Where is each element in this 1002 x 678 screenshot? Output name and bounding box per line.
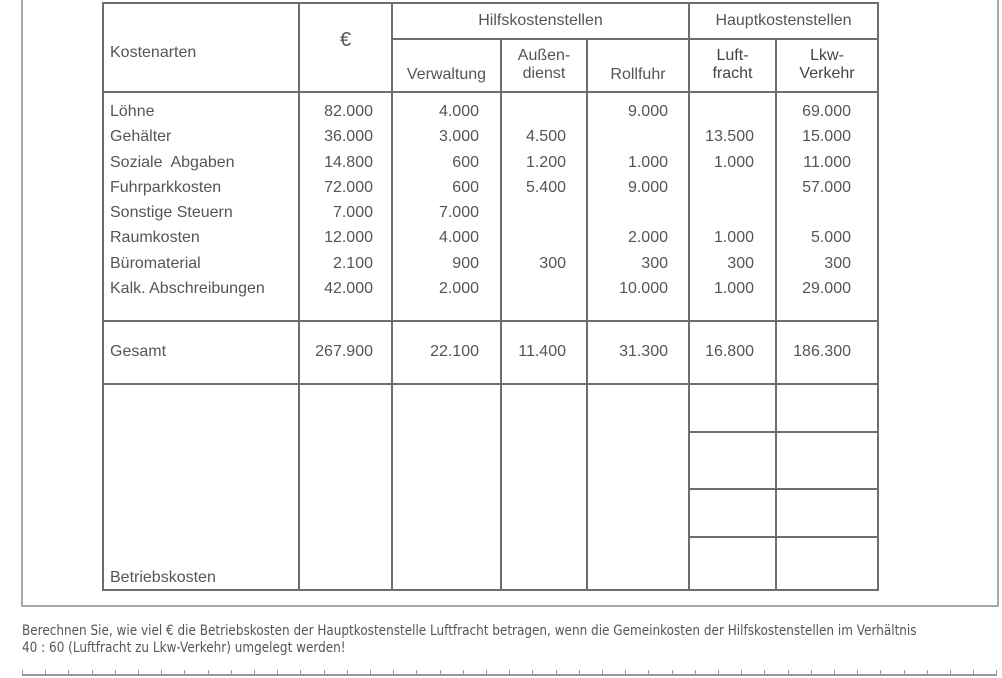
cell-aussendienst: 5.400 (525, 178, 566, 196)
total-lkw: 186.300 (793, 343, 851, 360)
answer-cell-luftfracht-4[interactable] (690, 538, 775, 589)
cell-rollfuhr: 10.000 (619, 280, 668, 298)
cell-rollfuhr: 9.000 (627, 103, 668, 120)
header-verwaltung: Verwaltung (406, 66, 487, 83)
cell-luftfracht (690, 99, 754, 124)
cell-rollfuhr: 2.000 (627, 229, 668, 247)
column-euro (300, 99, 373, 301)
header-lkw-line2: Verkehr (799, 65, 855, 82)
answer-cell-luftfracht-1[interactable] (690, 385, 775, 431)
grid-tick (973, 670, 974, 676)
grid-tick (486, 670, 487, 676)
grid-tick (764, 670, 765, 676)
grid-tick (22, 670, 23, 676)
cell-euro: 42.000 (324, 280, 373, 298)
cell-lkw: 11.000 (803, 153, 851, 171)
row-label: Sonstige Steuern (110, 204, 233, 222)
table-border-top (102, 2, 878, 4)
grid-tick (208, 670, 209, 676)
grid-tick (92, 670, 93, 676)
cell-verwaltung: 2.000 (438, 280, 479, 298)
grid-tick (347, 670, 348, 676)
grid-tick (416, 670, 417, 676)
betriebskosten-label: Betriebskosten (110, 569, 216, 586)
cell-rollfuhr: 300 (641, 254, 668, 272)
column-aussendienst (502, 99, 566, 301)
row-label: Fuhrparkkosten (110, 178, 222, 196)
row-label: Raumkosten (110, 229, 200, 247)
cell-verwaltung: 4.000 (438, 103, 479, 120)
cell-rollfuhr: 1.000 (627, 153, 668, 171)
grid-tick (788, 670, 789, 676)
row-label: Löhne (110, 103, 155, 120)
cell-lkw: 29.000 (802, 280, 851, 298)
header-lkw-line1: Lkw- (810, 47, 844, 64)
cell-rollfuhr (588, 124, 668, 149)
grid-tick (834, 670, 835, 676)
header-aussendienst-line2: dienst (522, 65, 566, 82)
cell-euro: 7.000 (332, 204, 373, 222)
cell-euro: 2.100 (332, 254, 373, 272)
table-border-left (102, 2, 104, 591)
cell-verwaltung: 900 (452, 254, 479, 272)
column-kostenarten (110, 99, 265, 301)
cell-aussendienst (502, 276, 566, 301)
cell-luftfracht: 13.500 (705, 128, 754, 146)
grid-tick (695, 670, 696, 676)
grid-tick (718, 670, 719, 676)
grid-tick (300, 670, 301, 676)
grid-tick (161, 670, 162, 676)
grid-tick (741, 670, 742, 676)
cell-lkw: 300 (824, 254, 851, 272)
question-line-2: 40 : 60 (Luftfracht zu Lkw-Verkehr) umgelegt werden! (22, 640, 346, 656)
row-label: Gehälter (110, 128, 172, 146)
header-luftfracht-line1: Luft- (716, 47, 749, 64)
grid-tick (648, 670, 649, 676)
grid-tick (880, 670, 881, 676)
cell-verwaltung: 600 (452, 153, 479, 171)
column-luftfracht (690, 99, 754, 301)
cell-luftfracht: 1.000 (713, 229, 754, 247)
cell-lkw: 5.000 (810, 229, 851, 247)
grid-tick (556, 670, 557, 676)
row-label: Soziale Abgaben (110, 153, 235, 171)
row-label: Büromaterial (110, 254, 201, 272)
cell-rollfuhr (588, 200, 668, 225)
grid-tick (231, 670, 232, 676)
total-row-top-divider (102, 320, 878, 322)
cell-lkw: 15.000 (802, 128, 851, 146)
total-verwaltung: 22.100 (430, 343, 479, 360)
cell-verwaltung: 7.000 (438, 204, 479, 222)
grid-tick (184, 670, 185, 676)
grid-tick (509, 670, 510, 676)
total-aussendienst: 11.400 (518, 343, 566, 360)
cell-aussendienst: 4.500 (525, 128, 566, 146)
cell-lkw (777, 200, 851, 225)
table-border-bottom (102, 589, 878, 591)
header-rollfuhr: Rollfuhr (610, 66, 666, 83)
cell-euro: 12.000 (324, 229, 373, 247)
cell-rollfuhr: 9.000 (627, 178, 668, 196)
cell-luftfracht: 1.000 (713, 153, 754, 171)
group-header-divider (391, 38, 878, 40)
grid-tick (950, 670, 951, 676)
cell-euro: 14.800 (324, 153, 373, 171)
question-line-1: Berechnen Sie, wie viel € die Betriebskosten der Hauptkostenstelle Luftfracht betragen, wenn die Gemeinkosten der Hilfskostenstellen im Verhältnis (22, 623, 917, 639)
grid-tick (927, 670, 928, 676)
answer-cell-lkw-3[interactable] (777, 490, 877, 536)
grid-tick (463, 670, 464, 676)
cell-aussendienst (502, 99, 566, 124)
grid-tick (45, 670, 46, 676)
grid-tick (532, 670, 533, 676)
answer-cell-lkw-2[interactable] (777, 433, 877, 488)
grid-tick (996, 670, 997, 676)
cell-euro: 72.000 (324, 178, 373, 196)
grid-tick (393, 670, 394, 676)
total-label: Gesamt (110, 343, 167, 360)
cell-aussendienst (502, 225, 566, 250)
cell-luftfracht: 300 (727, 254, 754, 272)
grid-tick (138, 670, 139, 676)
column-lkw-verkehr (777, 99, 851, 301)
answer-cell-lkw-1[interactable] (777, 385, 877, 431)
header-kostenarten: Kostenarten (110, 44, 197, 61)
grid-tick (68, 670, 69, 676)
cell-euro: 36.000 (324, 128, 373, 146)
cell-verwaltung: 4.000 (438, 229, 479, 247)
column-verwaltung (393, 99, 479, 301)
grid-tick (579, 670, 580, 676)
cell-aussendienst: 1.200 (525, 153, 566, 171)
row-label: Kalk. Abschreibungen (110, 280, 265, 298)
cell-lkw: 69.000 (802, 103, 851, 120)
grid-tick (811, 670, 812, 676)
cell-luftfracht (690, 200, 754, 225)
cell-luftfracht: 1.000 (713, 280, 754, 298)
grid-tick (672, 670, 673, 676)
grid-tick (904, 670, 905, 676)
total-rollfuhr: 31.300 (619, 343, 668, 360)
cell-verwaltung: 3.000 (438, 128, 479, 146)
answer-cell-luftfracht-2[interactable] (690, 433, 775, 488)
cell-lkw: 57.000 (802, 178, 851, 196)
grid-tick (370, 670, 371, 676)
grid-tick (254, 670, 255, 676)
grid-tick (324, 670, 325, 676)
grid-tick (602, 670, 603, 676)
header-hauptkostenstellen: Hauptkostenstellen (715, 12, 852, 29)
header-luftfracht-line2: fracht (712, 65, 753, 82)
cell-euro: 82.000 (324, 103, 373, 120)
grid-tick (115, 670, 116, 676)
answer-cell-luftfracht-3[interactable] (690, 490, 775, 536)
answer-cell-lkw-4[interactable] (777, 538, 877, 589)
grid-tick (277, 670, 278, 676)
grid-tick (625, 670, 626, 676)
total-euro: 267.900 (315, 343, 373, 360)
cell-aussendienst (502, 200, 566, 225)
exercise-question (22, 623, 994, 657)
grid-tick (440, 670, 441, 676)
table-border-right (877, 2, 879, 591)
header-hilfskostenstellen: Hilfskostenstellen (478, 12, 603, 29)
total-luftfracht: 16.800 (705, 343, 754, 360)
header-bottom-divider (102, 91, 878, 93)
cell-aussendienst: 300 (539, 254, 566, 272)
column-rollfuhr (588, 99, 668, 301)
header-euro: € (339, 29, 352, 51)
cell-luftfracht (690, 175, 754, 200)
grid-tick (857, 670, 858, 676)
cell-verwaltung: 600 (452, 178, 479, 196)
header-aussendienst-line1: Außen- (517, 47, 571, 64)
